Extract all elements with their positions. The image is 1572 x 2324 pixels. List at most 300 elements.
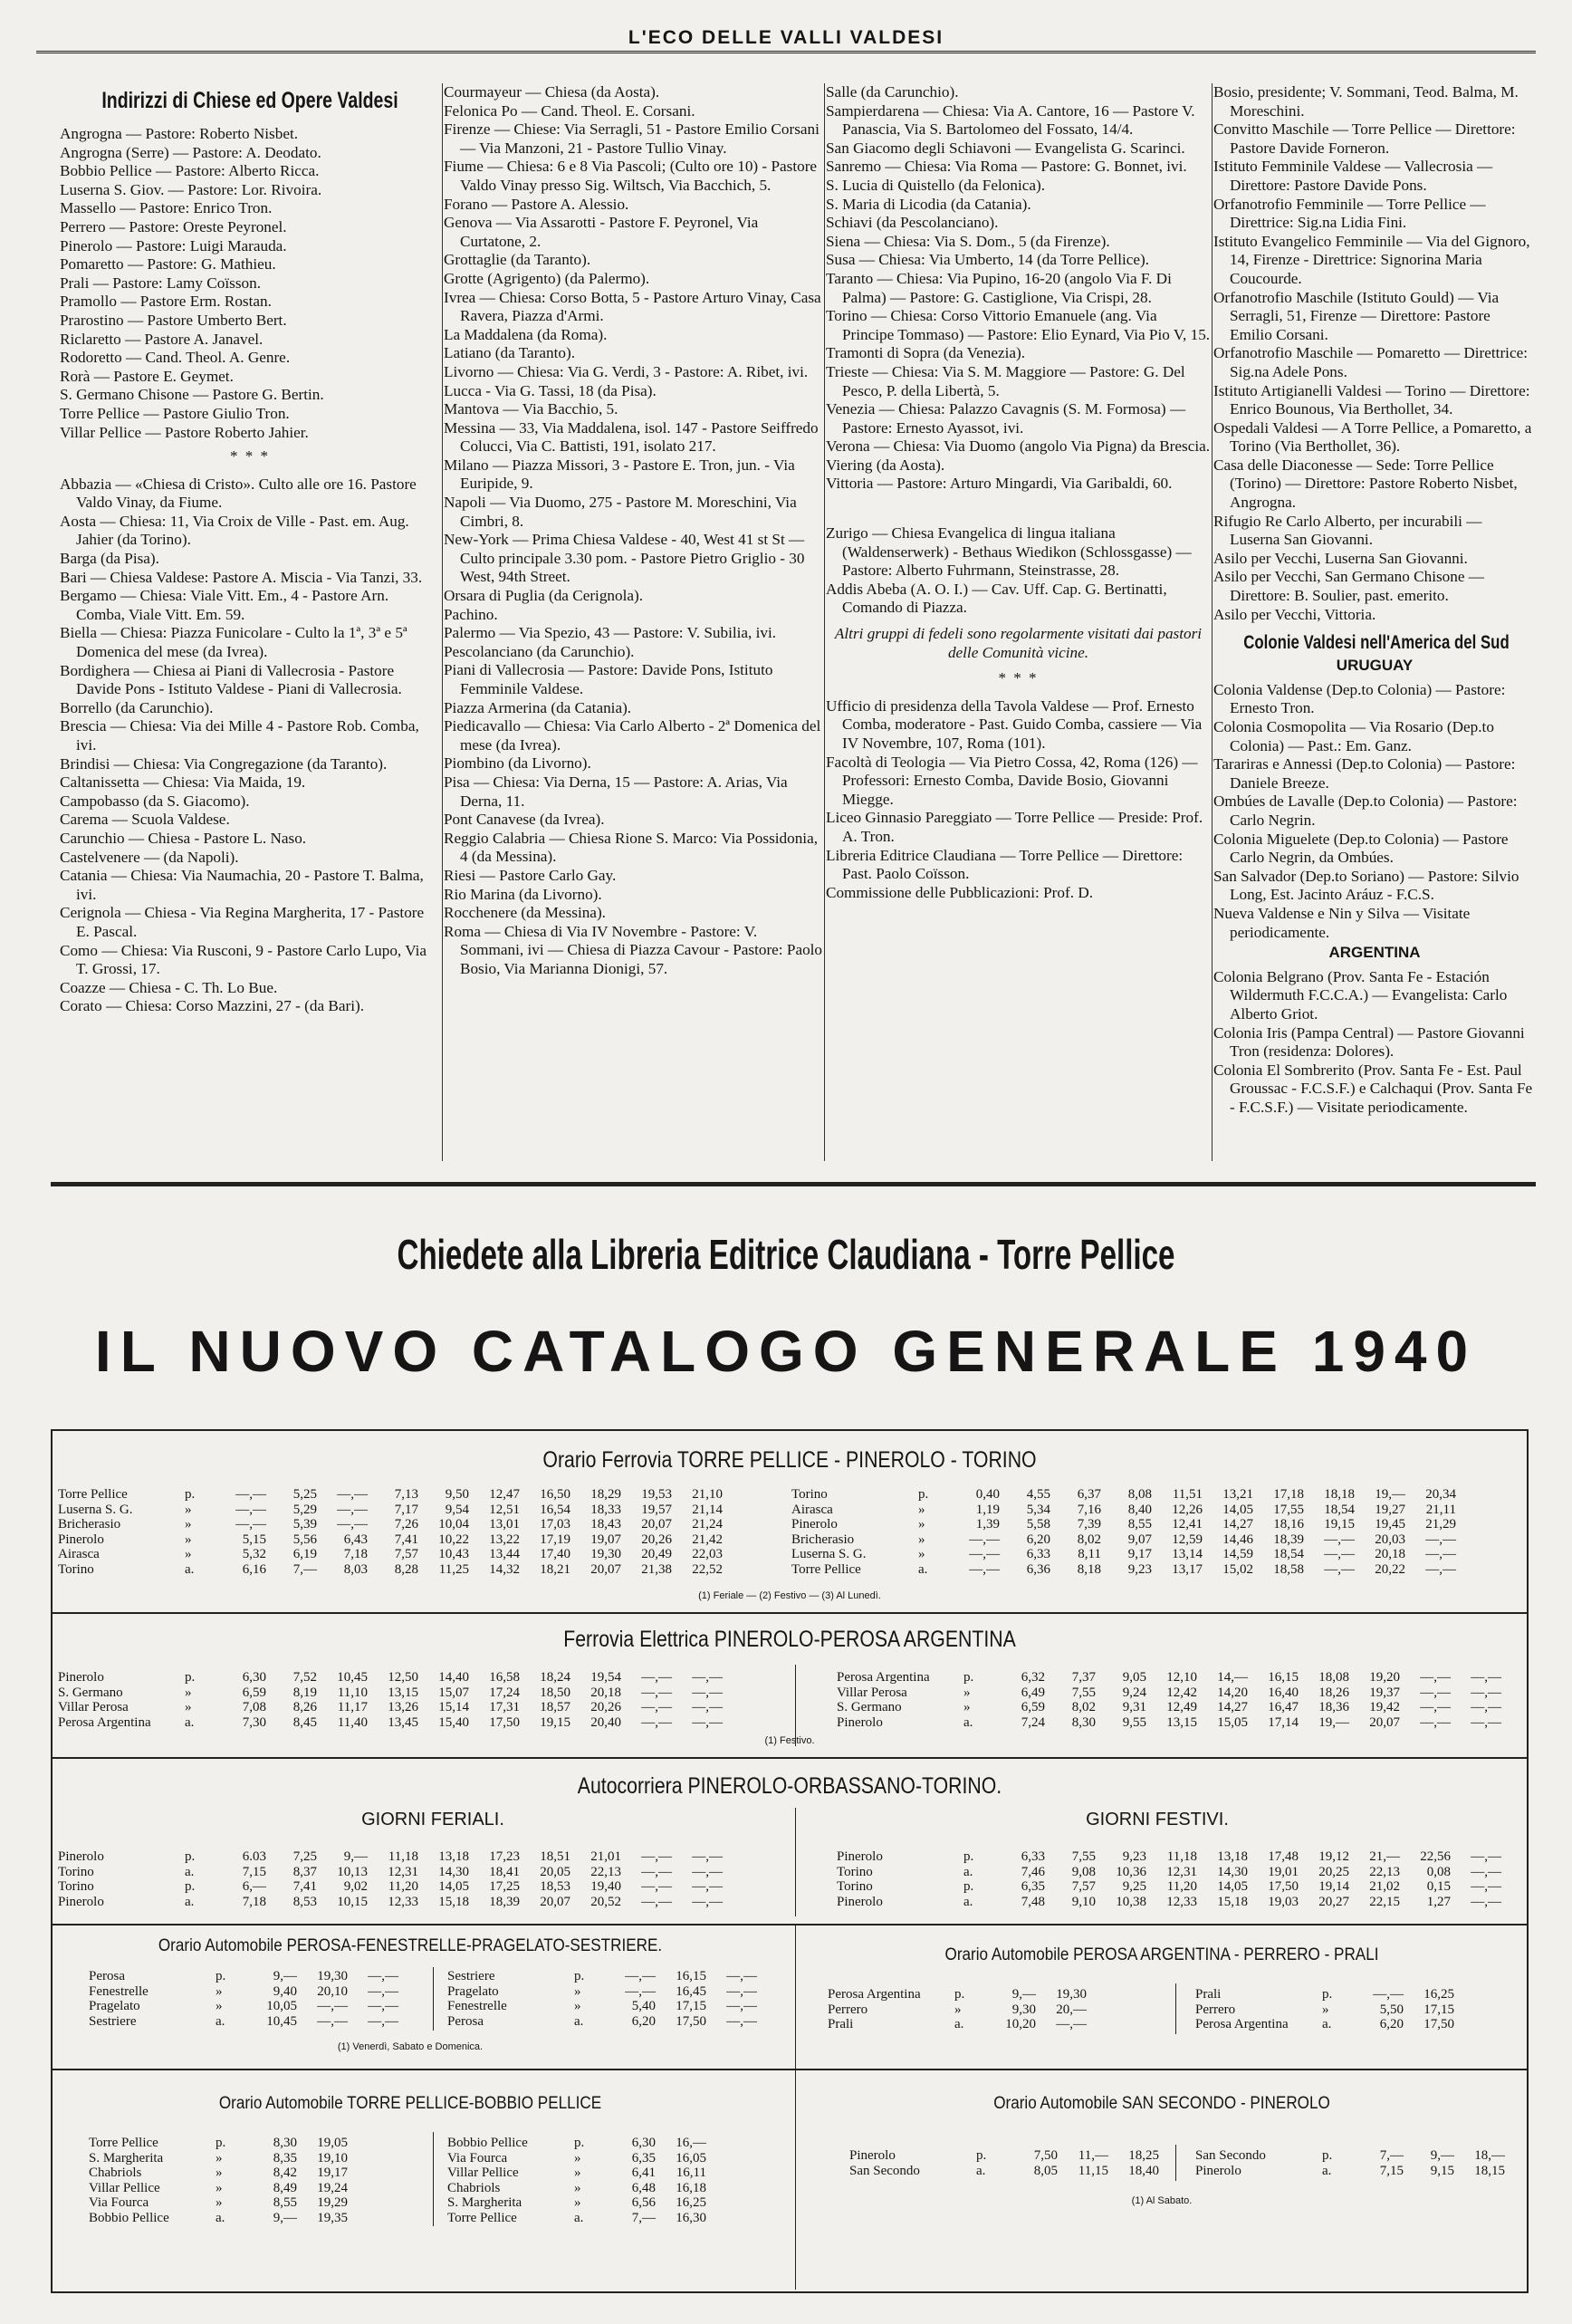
time-cell: 18,25: [1128, 2148, 1159, 2163]
time-cell: 20,27: [1318, 1894, 1349, 1909]
time-cell: 8,03: [343, 1561, 368, 1577]
column-rule: [824, 83, 825, 1161]
time-cell: 7,24: [1021, 1714, 1045, 1730]
time-cell: 12,31: [388, 1864, 418, 1879]
time-cell: 9,10: [1071, 1894, 1096, 1909]
entry-list: [826, 697, 1211, 903]
arr-dep-marker: »: [574, 2180, 581, 2195]
time-cell: 8,49: [273, 2180, 297, 2195]
station-name: Torino: [58, 1561, 94, 1577]
timetable-section: [53, 1431, 1527, 1614]
timetable-row: [837, 1895, 1506, 1910]
time-cell: 7,48: [1021, 1894, 1045, 1909]
time-cell: —,—: [1056, 2017, 1087, 2031]
time-cell: 17,50: [676, 2013, 706, 2029]
time-cell: 6,35: [1021, 1879, 1045, 1894]
time-cell: 20,49: [641, 1547, 672, 1561]
time-cell: 14,59: [1222, 1547, 1253, 1561]
station-name: Perosa Argentina: [58, 1714, 151, 1730]
time-cell: 10,36: [1116, 1864, 1146, 1879]
arr-dep-marker: »: [216, 2195, 223, 2210]
directory-entry: Convitto Maschile — Torre Pellice — Direttore: Pastore Davide Forneron.: [1213, 120, 1516, 157]
arr-dep-marker: a.: [963, 1714, 973, 1730]
time-cell: 19,29: [317, 2195, 348, 2210]
time-cell: 16,25: [676, 2195, 706, 2210]
timetable-row: [791, 1503, 1461, 1518]
time-cell: 13,17: [1172, 1561, 1203, 1577]
divider: [795, 1808, 796, 1916]
masthead: L'ECO DELLE VALLI VALDESI: [36, 27, 1536, 53]
station-name: Pinerolo: [58, 1849, 104, 1864]
station-name: S. Germano: [837, 1700, 902, 1714]
directory-entry: Napoli — Via Duomo, 275 - Pastore M. Moreschini, Via Cimbri, 8.: [444, 494, 797, 530]
timetable-row: [58, 1487, 727, 1503]
time-cell: 9,40: [273, 1983, 297, 1999]
divider: [795, 1924, 796, 2069]
directory-entry: Lucca - Via G. Tassi, 18 (da Pisa).: [444, 381, 657, 399]
time-cell: 10,20: [1005, 2017, 1036, 2031]
arr-dep-marker: a.: [918, 1561, 928, 1577]
time-cell: 16,—: [676, 2136, 706, 2150]
time-cell: —,—: [1420, 1714, 1451, 1730]
timetable-row: [58, 1562, 727, 1578]
time-cell: 8,26: [292, 1700, 317, 1714]
arr-dep-marker: a.: [963, 1864, 973, 1879]
time-cell: 17,14: [1268, 1714, 1299, 1730]
station-name: Torino: [791, 1487, 828, 1502]
entry-list: [826, 83, 1211, 494]
time-cell: —,—: [1471, 1714, 1501, 1730]
arr-dep-marker: »: [185, 1517, 192, 1532]
time-cell: 12,33: [388, 1894, 418, 1909]
directory-entry: Milano — Piazza Missori, 3 - Pastore E. Tron, jun. - Via Euripide, 9.: [444, 456, 795, 493]
time-cell: —,—: [692, 1849, 723, 1864]
time-cell: 7,52: [292, 1670, 317, 1685]
directory-entry: Colonia El Sombrerito (Prov. Santa Fe - Est. Paul Groussac - F.C.S.F.) e Calchaqui (Prov. Santa Fe - F.C.S.F.) — Visitate periodicamente.: [1213, 1061, 1533, 1116]
arr-dep-marker: »: [574, 2166, 581, 2180]
timetable-title: Autocorriera PINEROLO-ORBASSANO-TORINO.: [577, 1773, 1002, 1799]
directory-entry: Schiavi (da Pescolanciano).: [826, 214, 999, 232]
time-cell: —,—: [692, 1879, 723, 1894]
directory-entry: Bergamo — Chiesa: Viale Vitt. Em., 4 - Pastore Arn. Comba, Viale Vitt. Em. 59.: [60, 587, 389, 623]
time-cell: 19,54: [590, 1670, 621, 1685]
directory-entry: Torino — Chiesa: Corso Vittorio Emanuele (ang. Via Principe Tommaso) — Pastore: Elio Eynard, Via Pio V, 15.: [826, 307, 1211, 343]
time-cell: —,—: [641, 1894, 672, 1909]
advert-title: IL NUOVO CATALOGO GENERALE 1940: [94, 1319, 1478, 1384]
timetable-table: [89, 2136, 352, 2225]
time-cell: 10,38: [1116, 1894, 1146, 1909]
station-name: Torre Pellice: [89, 2136, 158, 2150]
time-cell: 18,50: [540, 1685, 570, 1700]
time-cell: 22,52: [692, 1561, 723, 1577]
time-cell: 17,55: [1273, 1502, 1304, 1517]
directory-entry: Pramollo — Pastore Erm. Rostan.: [60, 293, 272, 311]
section-heading: Colonie Valdesi nell'America del Sud: [1243, 632, 1510, 654]
directory-entry: Campobasso (da S. Giacomo).: [60, 792, 250, 810]
time-cell: 17,50: [489, 1714, 520, 1730]
time-cell: 16,15: [676, 1969, 706, 1983]
time-cell: 6,33: [1021, 1849, 1045, 1864]
directory-entry: Pescolanciano (da Carunchio).: [444, 642, 635, 660]
station-name: Torre Pellice: [791, 1561, 861, 1577]
directory-entry: Piazza Armerina (da Catania).: [444, 698, 632, 716]
timetable-row: [89, 1969, 403, 1984]
time-cell: 19,37: [1369, 1685, 1400, 1700]
time-cell: —,—: [1420, 1685, 1451, 1700]
arr-dep-marker: a.: [954, 2017, 964, 2031]
time-cell: —,—: [235, 1487, 266, 1502]
time-cell: 18,51: [540, 1849, 570, 1864]
time-cell: 10,04: [438, 1517, 469, 1532]
time-cell: 19,45: [1375, 1517, 1405, 1532]
station-name: Pinerolo: [837, 1714, 883, 1730]
time-cell: 20,52: [590, 1894, 621, 1909]
time-cell: 11,20: [388, 1879, 418, 1894]
time-cell: 5,58: [1026, 1517, 1050, 1532]
directory-entry: S. Maria di Licodia (da Catania).: [826, 195, 1031, 213]
timetable-title: Orario Automobile PEROSA ARGENTINA - PERRERO - PRALI: [944, 1945, 1379, 1964]
timetable-row: [89, 2211, 352, 2226]
directory-entry: Coazze — Chiesa - C. Th. Lo Bue.: [60, 978, 278, 996]
time-cell: 19,—: [1318, 1714, 1349, 1730]
station-name: Via Fourca: [447, 2150, 508, 2166]
time-cell: 18,16: [1273, 1517, 1304, 1532]
arr-dep-marker: p.: [963, 1849, 974, 1864]
time-cell: 7,16: [1077, 1502, 1101, 1517]
directory-entry: Addis Abeba (A. O. I.) — Cav. Uff. Cap. G. Bertinatti, Comando di Piazza.: [826, 580, 1167, 617]
time-cell: 22,15: [1369, 1894, 1400, 1909]
time-cell: 19,15: [540, 1714, 570, 1730]
time-cell: 20,05: [540, 1864, 570, 1879]
time-cell: —,—: [969, 1532, 1000, 1547]
time-cell: —,—: [726, 1969, 757, 1983]
station-name: Chabriols: [89, 2166, 142, 2180]
time-cell: 8,18: [1077, 1561, 1101, 1577]
time-cell: 15,40: [438, 1714, 469, 1730]
arr-dep-marker: »: [216, 2166, 223, 2180]
time-cell: 13,01: [489, 1517, 520, 1532]
separator-stars: * * *: [998, 669, 1039, 687]
column-2: [444, 83, 824, 1161]
directory-entry: Pisa — Chiesa: Via Derna, 15 — Pastore: A. Arias, Via Derna, 11.: [444, 773, 788, 810]
time-cell: 12,26: [1172, 1502, 1203, 1517]
time-cell: 19,—: [1375, 1487, 1405, 1502]
arr-dep-marker: p.: [918, 1487, 929, 1502]
time-cell: 21,42: [692, 1532, 723, 1547]
time-cell: 7,—: [1379, 2148, 1404, 2163]
time-cell: 8,08: [1127, 1487, 1152, 1502]
time-cell: 8,55: [1127, 1517, 1152, 1532]
time-cell: 18,57: [540, 1700, 570, 1714]
time-cell: 7,46: [1021, 1864, 1045, 1879]
arr-dep-marker: »: [1322, 2002, 1329, 2017]
separator-stars: * * *: [230, 447, 270, 466]
timetable-row: [447, 2211, 711, 2226]
arr-dep-marker: »: [574, 2150, 581, 2166]
time-cell: 17,19: [540, 1532, 570, 1547]
directory-entry: Orfanotrofio Femminile — Torre Pellice — Direttrice: Sig.na Lidia Fini.: [1213, 195, 1486, 232]
time-cell: 20,26: [641, 1532, 672, 1547]
time-cell: 20,25: [1318, 1864, 1349, 1879]
time-cell: 6,33: [1026, 1547, 1050, 1561]
time-cell: 10,22: [438, 1532, 469, 1547]
time-cell: —,—: [726, 1983, 757, 1999]
directory-entry: Forano — Pastore A. Alessio.: [444, 195, 629, 213]
time-cell: 13,45: [388, 1714, 418, 1730]
time-cell: 21,10: [692, 1487, 723, 1502]
timetable-row: [837, 1685, 1506, 1701]
station-name: Pinerolo: [1195, 2163, 1241, 2178]
time-cell: —,—: [1324, 1547, 1355, 1561]
time-cell: 9,54: [445, 1502, 469, 1517]
arr-dep-marker: a.: [574, 2210, 584, 2225]
time-cell: 11,40: [337, 1714, 368, 1730]
timetable-row: [791, 1547, 1461, 1562]
time-cell: —,—: [368, 1969, 398, 1983]
time-cell: —,—: [692, 1714, 723, 1730]
time-cell: 22,03: [692, 1547, 723, 1561]
time-cell: 19,01: [1268, 1864, 1299, 1879]
directory-entry: Salle (da Carunchio).: [826, 83, 959, 101]
time-cell: 1,39: [975, 1517, 1000, 1532]
time-cell: 8,02: [1077, 1532, 1101, 1547]
time-cell: 17,03: [540, 1517, 570, 1532]
time-cell: 5,50: [1379, 2002, 1404, 2017]
time-cell: 19,17: [317, 2166, 348, 2180]
section-heading: Indirizzi di Chiese ed Opere Valdesi: [101, 88, 398, 113]
time-cell: 13,15: [1166, 1714, 1197, 1730]
time-cell: 19,30: [590, 1547, 621, 1561]
time-cell: —,—: [1471, 1700, 1501, 1714]
station-name: Fenestrelle: [89, 1983, 149, 1999]
time-cell: —,—: [726, 2013, 757, 2029]
time-cell: —,—: [368, 1983, 398, 1999]
directory-entry: S. Germano Chisone — Pastore G. Bertin.: [60, 386, 324, 404]
divider: [433, 2132, 434, 2226]
time-cell: —,—: [368, 2013, 398, 2029]
time-cell: 7,17: [394, 1502, 418, 1517]
time-cell: 12,49: [1166, 1700, 1197, 1714]
time-cell: 11,18: [388, 1849, 418, 1864]
directory-entry: Prarostino — Pastore Umberto Bert.: [60, 311, 287, 329]
directory-entry: Ivrea — Chiesa: Corso Botta, 5 - Pastore Arturo Vinay, Casa Ravera, Piazza d'Armi.: [444, 288, 821, 325]
directory-entry: Abbazia — «Chiesa di Cristo». Culto alle ore 16. Pastore Valdo Vinay, da Fiume.: [60, 475, 417, 512]
timetable-row: [58, 1715, 727, 1731]
time-cell: —,—: [625, 1983, 656, 1999]
time-cell: —,—: [1324, 1532, 1355, 1547]
time-cell: 19,30: [1056, 1987, 1087, 2002]
timetable-row: [89, 1999, 403, 2014]
time-cell: 7,08: [242, 1700, 266, 1714]
directory-entry: Istituto Evangelico Femminile — Via del Gignoro, 14, Firenze - Direttrice: Signorina Maria Coucourde.: [1213, 232, 1530, 287]
time-cell: 12,50: [388, 1670, 418, 1685]
timetable-row: [89, 2166, 352, 2181]
entry-list: [1213, 968, 1536, 1118]
time-cell: 12,51: [489, 1502, 520, 1517]
arr-dep-marker: p.: [216, 2136, 226, 2150]
arr-dep-marker: »: [185, 1547, 192, 1561]
entry-list: [826, 524, 1211, 618]
directory-entry: Facoltà di Teologia — Via Pietro Cossa, 42, Roma (126) — Professori: Ernesto Comba, Davide Bosio, Giovanni Miegge.: [826, 753, 1198, 808]
time-cell: 15,18: [1217, 1894, 1248, 1909]
timetable-title: Ferrovia Elettrica PINEROLO-PEROSA ARGENTINA: [563, 1627, 1016, 1652]
time-cell: 18,58: [1273, 1561, 1304, 1577]
time-cell: 8,40: [1127, 1502, 1152, 1517]
directory-entry: Rodoretto — Cand. Theol. A. Genre.: [60, 349, 291, 367]
time-cell: 17,25: [489, 1879, 520, 1894]
time-cell: 12,59: [1172, 1532, 1203, 1547]
time-cell: 8,55: [273, 2195, 297, 2210]
timetable-row: [447, 2151, 711, 2166]
station-name: Pragelato: [89, 1999, 140, 2013]
arr-dep-marker: a.: [1322, 2163, 1332, 2178]
divider: [795, 2069, 796, 2290]
time-cell: 6,32: [1021, 1670, 1045, 1685]
time-cell: 21,24: [692, 1517, 723, 1532]
timetable-table: [1195, 2148, 1510, 2178]
directory-entry: Borrello (da Carunchio).: [60, 698, 214, 716]
time-cell: —,—: [692, 1670, 723, 1685]
time-cell: 5,40: [631, 1999, 656, 2013]
directory-entry: Aosta — Chiesa: 11, Via Croix de Ville - Past. em. Aug. Jahier (da Torino).: [60, 512, 409, 549]
directory-entry: Firenze — Chiese: Via Serragli, 51 - Pastore Emilio Corsani — Via Manzoni, 21 - Pastore Tullio Vinay.: [444, 120, 820, 157]
timetable-section: [53, 1924, 1527, 2070]
time-cell: 9,25: [1122, 1879, 1146, 1894]
time-cell: 13,14: [1172, 1547, 1203, 1561]
directory-entry: Vittoria — Pastore: Arturo Mingardi, Via Garibaldi, 60.: [826, 475, 1173, 493]
timetable-table: [837, 1849, 1506, 1909]
time-cell: 10,45: [337, 1670, 368, 1685]
directory-entry: Pomaretto — Pastore: G. Mathieu.: [60, 255, 276, 274]
time-cell: 13,21: [1222, 1487, 1253, 1502]
time-cell: 20,07: [540, 1894, 570, 1909]
time-cell: 14,27: [1222, 1517, 1253, 1532]
time-cell: —,—: [969, 1547, 1000, 1561]
directory-entry: Bordighera — Chiesa ai Piani di Vallecrosia - Pastore Davide Pons - Istituto Valdese - Piani di Vallecrosia.: [60, 661, 402, 698]
time-cell: 11,51: [1172, 1487, 1203, 1502]
timetable-row: [89, 2151, 352, 2166]
time-cell: 20,40: [590, 1714, 621, 1730]
directory-entry: Colonia Valdense (Dep.to Colonia) — Pastore: Ernesto Tron.: [1213, 680, 1506, 717]
time-cell: 14,—: [1217, 1670, 1248, 1685]
time-cell: 11,15: [1078, 2163, 1108, 2178]
arr-dep-marker: a.: [185, 1561, 195, 1577]
footnote: (1) Festivo.: [764, 1735, 815, 1746]
directory-entry: Trieste — Chiesa: Via S. M. Maggiore — Pastore: G. Del Pesco, P. della Libertà, 5.: [826, 362, 1185, 399]
timetable-row: [849, 2148, 1164, 2164]
time-cell: 6,16: [242, 1561, 266, 1577]
time-cell: —,—: [337, 1502, 368, 1517]
time-cell: 16,45: [676, 1983, 706, 1999]
station-name: Torre Pellice: [58, 1487, 128, 1502]
entry-list: [1213, 681, 1536, 942]
time-cell: 9,05: [1122, 1670, 1146, 1685]
time-cell: 19,15: [1324, 1517, 1355, 1532]
time-cell: —,—: [692, 1685, 723, 1700]
time-cell: 5,32: [242, 1547, 266, 1561]
directory-entry: Brindisi — Chiesa: Via Congregazione (da Taranto).: [60, 754, 388, 773]
directory-entry: Castelvenere — (da Napoli).: [60, 848, 239, 866]
time-cell: 6,59: [242, 1685, 266, 1700]
time-cell: 14,30: [1217, 1864, 1248, 1879]
directory-entry: Bosio, presidente; V. Sommani, Teod. Balma, M. Moreschini.: [1213, 83, 1519, 120]
directory-entry: Asilo per Vecchi, San Germano Chisone — Direttore: B. Soulier, past. emerito.: [1213, 568, 1484, 605]
country-heading: ARGENTINA: [1328, 944, 1421, 962]
arr-dep-marker: p.: [216, 1969, 226, 1983]
time-cell: 19,05: [317, 2136, 348, 2150]
time-cell: 12,31: [1166, 1864, 1197, 1879]
directory-entry: Colonia Belgrano (Prov. Santa Fe - Estación Wildermuth F.C.C.A.) — Evangelista: Carlo Alberto Griot.: [1213, 967, 1508, 1023]
time-cell: 5,34: [1026, 1502, 1050, 1517]
arr-dep-marker: a.: [1322, 2017, 1332, 2031]
time-cell: 9,15: [1430, 2163, 1454, 2178]
time-cell: 9,23: [1122, 1849, 1146, 1864]
time-cell: —,—: [625, 1969, 656, 1983]
arr-dep-marker: a.: [185, 1864, 195, 1879]
time-cell: 16,54: [540, 1502, 570, 1517]
time-cell: 9,30: [1011, 2002, 1036, 2017]
arr-dep-marker: »: [185, 1685, 192, 1700]
time-cell: 14,05: [438, 1879, 469, 1894]
time-cell: 5,29: [292, 1502, 317, 1517]
time-cell: 14,27: [1217, 1700, 1248, 1714]
timetable-row: [837, 1715, 1506, 1731]
time-cell: 20,22: [1375, 1561, 1405, 1577]
arr-dep-marker: »: [574, 2195, 581, 2210]
arr-dep-marker: »: [574, 1983, 581, 1999]
arr-dep-marker: p.: [976, 2148, 987, 2163]
directory-entry: S. Lucia di Quistello (da Felonica).: [826, 176, 1046, 194]
directory-entry: Colonia Cosmopolita — Via Rosario (Dep.to Colonia) — Past.: Em. Ganz.: [1213, 718, 1494, 754]
timetable-table: [89, 1969, 403, 2029]
column-4: [1213, 83, 1536, 1161]
directory-entry: Angrogna (Serre) — Pastore: A. Deodato.: [60, 143, 321, 161]
timetable-title: Orario Automobile TORRE PELLICE-BOBBIO PELLICE: [218, 2094, 602, 2113]
time-cell: 9,—: [343, 1849, 368, 1864]
station-name: S. Margherita: [447, 2195, 522, 2210]
time-cell: 14,46: [1222, 1532, 1253, 1547]
time-cell: —,—: [1373, 1987, 1404, 2002]
time-cell: 16,40: [1268, 1685, 1299, 1700]
time-cell: 18,36: [1318, 1700, 1349, 1714]
station-name: Prali: [1195, 1987, 1222, 2002]
arr-dep-marker: »: [963, 1685, 971, 1700]
time-cell: 13,15: [388, 1685, 418, 1700]
station-name: Villar Pellice: [447, 2166, 519, 2180]
directory-entry: Messina — 33, Via Maddalena, isol. 147 - Pastore Seiffredo Colucci, Via C. Battisti, 191, isolato 217.: [444, 418, 819, 456]
directory-entry: Villar Pellice — Pastore Roberto Jahier.: [60, 423, 309, 441]
directory-entry: Luserna S. Giov. — Pastore: Lor. Rivoira.: [60, 180, 322, 198]
directory-entry: Barga (da Pisa).: [60, 550, 159, 568]
directory-entry: Libreria Editrice Claudiana — Torre Pellice — Direttore: Past. Paolo Coïsson.: [826, 846, 1184, 883]
time-cell: 6,56: [631, 2195, 656, 2210]
time-cell: 17,50: [1268, 1879, 1299, 1894]
time-cell: —,—: [235, 1517, 266, 1532]
directory-entry: Ospedali Valdesi — A Torre Pellice, a Pomaretto, a Torino (Via Berthollet, 36).: [1213, 418, 1532, 456]
directory-columns: [36, 83, 1536, 1170]
time-cell: —,—: [337, 1517, 368, 1532]
time-cell: —,—: [641, 1700, 672, 1714]
arr-dep-marker: p.: [1322, 2148, 1333, 2163]
time-cell: 8,42: [273, 2166, 297, 2180]
station-name: Bricherasio: [58, 1517, 121, 1532]
time-cell: 4,55: [1026, 1487, 1050, 1502]
arr-dep-marker: p.: [574, 2136, 585, 2150]
time-cell: 21,11: [1425, 1502, 1456, 1517]
station-name: Pinerolo: [58, 1894, 104, 1909]
time-cell: 12,33: [1166, 1894, 1197, 1909]
time-cell: 1,27: [1426, 1894, 1451, 1909]
